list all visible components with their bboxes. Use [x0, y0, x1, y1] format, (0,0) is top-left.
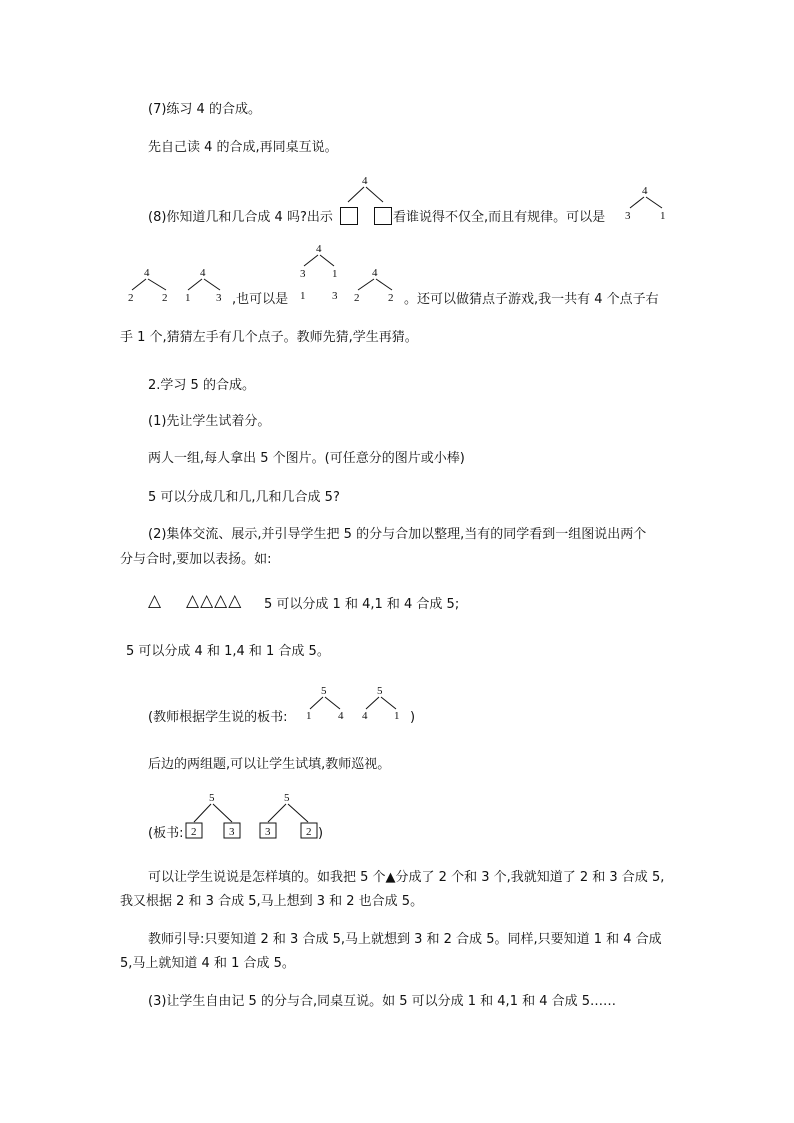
line-5-split-4-1: 5 可以分成 4 和 1,4 和 1 合成 5。 [126, 644, 330, 659]
line-8-question: (8)你知道几和几合成 4 吗?出示 [148, 210, 333, 225]
line-guess-dots: 手 1 个,猜猜左手有几个点子。教师先猜,学生再猜。 [120, 330, 418, 345]
line-praise: 分与合时,要加以表扬。如: [120, 552, 272, 567]
line-board-1: (教师根据学生说的板书: [148, 710, 288, 725]
tree-top-number: 4 [642, 185, 648, 197]
tree-left-number: 1 [185, 292, 191, 304]
tree-left-number: 4 [362, 710, 368, 722]
tree-branch-left [188, 279, 202, 290]
tree-branch-left [366, 697, 379, 709]
tree-right-number: 1 [660, 210, 666, 222]
line-read-4: 先自己读 4 的合成,再同桌互说。 [148, 140, 338, 155]
line-also-can-be: ,也可以是 [232, 292, 289, 307]
tree-5-3-2 [258, 790, 320, 842]
tree-branch-right [325, 697, 340, 709]
line-dot-game: 。还可以做猜点子游戏,我一共有 4 个点子右 [404, 292, 659, 307]
tree-top-number: 5 [209, 792, 215, 804]
tree-right-number: 3 [229, 826, 235, 838]
tree-right-number: 2 [306, 826, 312, 838]
tree-right-number: 2 [388, 292, 394, 304]
line-8-continued: 看谁说得不仅全,而且有规律。可以是 [393, 210, 606, 225]
line-explain-fill: 可以让学生说说是怎样填的。如我把 5 个▲分成了 2 个和 3 个,我就知道了 2 和 3 合成 5, [148, 870, 665, 885]
tree-branch-left [358, 279, 374, 290]
tree-right-number: 4 [338, 710, 344, 722]
tree-branch-left [630, 197, 644, 208]
tree-branch-right [646, 197, 662, 208]
tree-4-2-2 [126, 266, 176, 306]
line-teacher-guide-2: 5,马上就知道 4 和 1 合成 5。 [120, 956, 295, 971]
tree-top-number: 4 [362, 175, 368, 187]
line-7-practice-4: (7)练习 4 的合成。 [148, 102, 261, 117]
tree-left-number: 2 [191, 826, 197, 838]
tree-right-number: 3 [216, 292, 222, 304]
line-board-2: (板书: [148, 826, 184, 841]
tree-4-3-1 [622, 184, 672, 224]
tree-branch-left [310, 697, 323, 709]
tree-top-number: 5 [377, 685, 383, 697]
line-board-2-close: ) [318, 826, 324, 841]
tree-branch-right [381, 697, 396, 709]
tree-right-number: 2 [162, 292, 168, 304]
tree-branch-right [288, 804, 308, 822]
tree-top-number: 5 [321, 685, 327, 697]
line-teacher-guide: 教师引导:只要知道 2 和 3 合成 5,马上就想到 3 和 2 合成 5。同样,只要知道 1 和 4 合成 [148, 932, 662, 947]
tree-top-number: 4 [372, 267, 378, 279]
tree-right-number: 1 [394, 710, 400, 722]
line-5-question: 5 可以分成几和几,几和几合成 5? [148, 490, 340, 505]
tree-left-number: 2 [128, 292, 134, 304]
tree-left-number: 1 [306, 710, 312, 722]
tree-left-number: 3 [265, 826, 271, 838]
blank-box-right [374, 207, 392, 225]
tree-branch-right [204, 279, 220, 290]
line-explain-fill-2: 我又根据 2 和 3 合成 5,马上想到 3 和 2 也合成 5。 [120, 894, 424, 909]
tree-right-number: 1 [332, 268, 338, 280]
tree-left-number: 3 [625, 210, 631, 222]
tree-4-1-3 [182, 266, 232, 306]
tree-branch-right [366, 187, 383, 202]
tree-branch-right [376, 279, 392, 290]
tree-4-3-1-lower [296, 242, 350, 282]
line-pairs: 两人一组,每人拿出 5 个图片。(可任意分的图片或小棒) [148, 451, 465, 466]
tree-top-number: 4 [200, 267, 206, 279]
tree-branch-left [132, 279, 146, 290]
tree-right-number: 3 [332, 290, 338, 302]
line-learn-5: 2.学习 5 的合成。 [148, 378, 255, 393]
tree-branch-right [213, 804, 232, 822]
tree-top-number: 4 [144, 267, 150, 279]
line-free-memorize: (3)让学生自由记 5 的分与合,同桌互说。如 5 可以分成 1 和 4,1 和 4 合成 5…… [148, 994, 617, 1009]
tree-branch-left [348, 187, 364, 202]
tree-branch-left [194, 804, 211, 822]
tree-branch-left [268, 804, 286, 822]
line-collective: (2)集体交流、展示,并引导学生把 5 的分与合加以整理,当有的同学看到一组图说出两个 [148, 527, 647, 542]
triangle-group-icon: △△△△ [186, 591, 243, 611]
line-try-fill: 后边的两组题,可以让学生试填,教师巡视。 [148, 757, 391, 772]
tree-5-1-4 [302, 683, 352, 725]
line-board-1-close: ) [410, 710, 416, 725]
tree-5-4-1 [358, 683, 408, 725]
tree-branch-right [148, 279, 166, 290]
tree-left-number: 2 [354, 292, 360, 304]
line-try-divide: (1)先让学生试着分。 [148, 414, 271, 429]
tree-left-number: 1 [300, 290, 306, 302]
tree-1-3-numbers [296, 282, 350, 306]
tree-5-2-3 [184, 790, 244, 842]
tree-4-2-2-lower [350, 266, 402, 306]
triangle-single-icon: △ [148, 591, 163, 611]
tree-branch-left [304, 255, 318, 266]
tree-left-number: 3 [300, 268, 306, 280]
tree-branch-right [320, 255, 334, 266]
line-5-split-1-4: 5 可以分成 1 和 4,1 和 4 合成 5; [264, 597, 460, 612]
tree-top-number: 5 [284, 792, 290, 804]
tree-top-number: 4 [316, 243, 322, 255]
blank-box-left [340, 207, 358, 225]
